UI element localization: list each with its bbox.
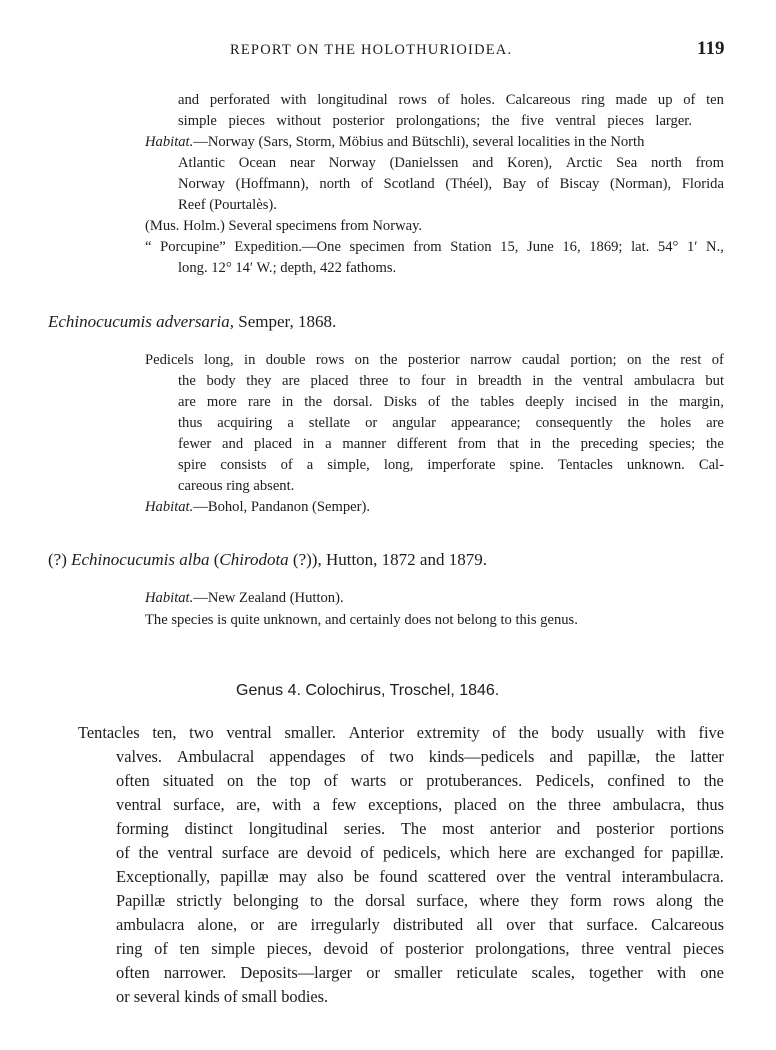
adversaria-desc-line-7: careous ring absent. — [178, 478, 295, 494]
adversaria-desc-line-3: are more rare in the dorsal. Disks of the tables deeply incised in the margin, — [178, 394, 724, 410]
prev-habitat-line-4: Reef (Pourtalès). — [178, 197, 277, 213]
genus-desc-line-6: of the ventral surface are devoid of pedicels, which here are exchanged for papillæ. — [116, 843, 724, 862]
doubt-mark: (?) — [48, 550, 72, 569]
species-author: Semper, 1868. — [234, 312, 337, 331]
adversaria-desc-line-4: thus acquiring a stellate or angular appearance; consequently the holes are — [178, 415, 724, 431]
prev-museum: (Mus. Holm.) Several specimens from Norway. — [145, 218, 423, 234]
genus-desc-line-5: forming distinct longitudinal series. The most anterior and posterior portions — [116, 819, 724, 838]
species-name: Echinocucumis adversaria, — [48, 312, 235, 331]
habitat-text: —Norway (Sars, Storm, Möbius and Bütschli), several localities in the North — [193, 134, 645, 150]
alba-note: The species is quite unknown, and certainly does not belong to this genus. — [145, 612, 578, 628]
alba-habitat — [145, 588, 344, 608]
prev-desc-line-1: and perforated with longitudinal rows of holes. Calcareous ring made up of ten — [178, 92, 724, 108]
genus-desc-line-11: often narrower. Deposits—larger or smaller reticulate scales, together with one — [116, 963, 724, 982]
genus-desc-line-12: or several kinds of small bodies. — [116, 987, 329, 1006]
prev-habitat-line-2: Atlantic Ocean near Norway (Danielssen and Koren), Arctic Sea north from — [178, 155, 724, 171]
running-head: REPORT ON THE HOLOTHURIOIDEA. — [230, 42, 513, 58]
genus-desc-line-2: valves. Ambulacral appendages of two kinds—pedicels and papillæ, the latter — [116, 747, 724, 766]
page-number: 119 — [697, 38, 725, 59]
prev-habitat-line-3: Norway (Hoffmann), north of Scotland (Théel), Bay of Biscay (Norman), Florida — [178, 176, 724, 192]
habitat-text: —Bohol, Pandanon (Semper). — [193, 499, 370, 515]
doubt-mark-2: (?) — [288, 550, 312, 569]
synonym-name: Chirodota — [219, 550, 289, 569]
prev-desc-line-2: simple pieces without posterior prolongations; the five ventral pieces larger. — [178, 113, 692, 129]
genus-desc-line-10: ring of ten simple pieces, devoid of posterior prolongations, three ventral pieces — [116, 939, 724, 958]
genus-desc-line-9: ambulacra alone, or are irregularly distributed all over that surface. Calcareous — [116, 915, 724, 934]
adversaria-desc-line-5: fewer and placed in a manner different from that in the preceding species; the — [178, 436, 724, 452]
prev-expedition-line-2: long. 12° 14′ W.; depth, 422 fathoms. — [178, 260, 397, 276]
habitat-label: Habitat. — [145, 590, 194, 606]
prev-expedition-line-1: “ Porcupine” Expedition.—One specimen from Station 15, June 16, 1869; lat. 54° 1′ N., — [145, 239, 724, 255]
genus-desc-line-8: Papillæ strictly belonging to the dorsal surface, where they form rows along the — [116, 891, 724, 910]
adversaria-desc-line-2: the body they are placed three to four in breadth in the ventral ambulacra but — [178, 373, 724, 389]
habitat-label: Habitat. — [145, 499, 194, 515]
adversaria-habitat — [145, 497, 370, 517]
species-name: Echinocucumis alba — [71, 550, 210, 569]
species-heading-adversaria — [48, 312, 336, 332]
habitat-label: Habitat. — [145, 134, 194, 150]
genus-desc-line-3: often situated on the top of warts or protuberances. Pedicels, confined to the — [116, 771, 724, 790]
prev-habitat-line-1 — [145, 132, 724, 152]
species-author: ), Hutton, 1872 and 1879. — [311, 550, 487, 569]
genus-desc-line-7: Exceptionally, papillæ may also be found scattered over the ventral interambulacra. — [116, 867, 724, 886]
habitat-text: —New Zealand (Hutton). — [193, 590, 344, 606]
species-heading-alba — [48, 550, 487, 570]
paren: ( — [209, 550, 220, 569]
genus-desc-line-4: ventral surface, are, with a few exceptions, placed on the three ambulacra, thus — [116, 795, 724, 814]
genus-desc-line-1: Tentacles ten, two ventral smaller. Anterior extremity of the body usually with five — [78, 723, 724, 742]
genus-heading: Genus 4. Colochirus, Troschel, 1846. — [236, 682, 500, 699]
adversaria-desc-line-6: spire consists of a simple, long, imperforate spine. Tentacles unknown. Cal- — [178, 457, 724, 473]
adversaria-desc-line-1: Pedicels long, in double rows on the posterior narrow caudal portion; on the rest of — [145, 352, 724, 368]
